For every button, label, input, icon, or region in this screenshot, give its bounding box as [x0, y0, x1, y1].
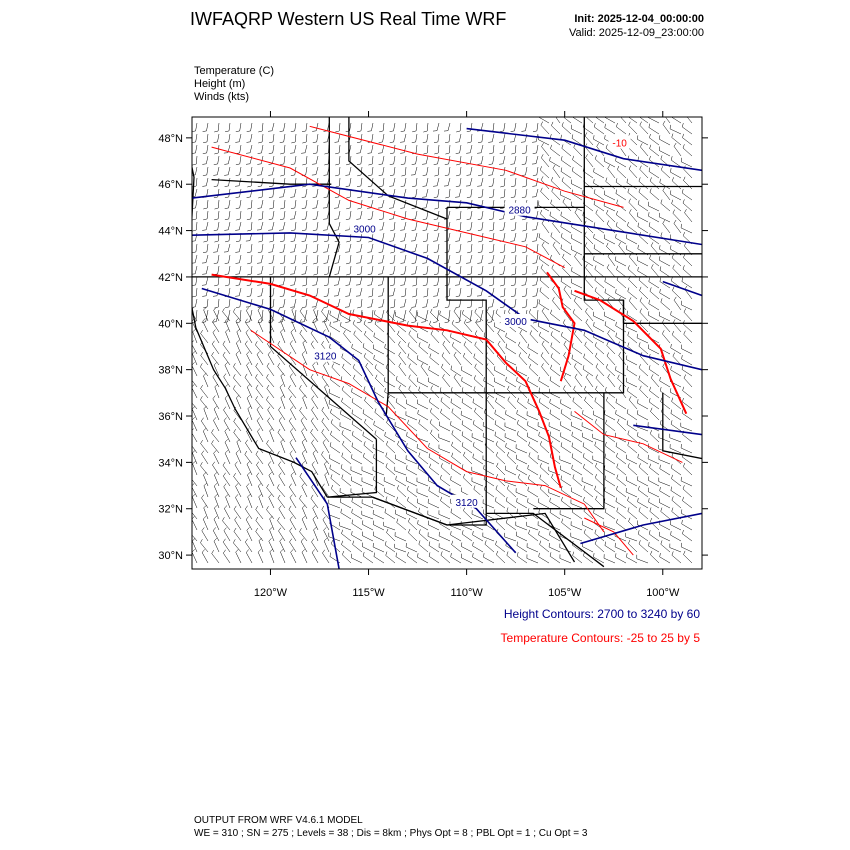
- lat-tick-label: 44°N: [158, 225, 183, 238]
- lat-tick-label: 46°N: [158, 179, 183, 192]
- boundary-line: [584, 207, 623, 323]
- lon-tick-label: 120°W: [253, 587, 288, 599]
- height-contours: [192, 129, 702, 569]
- height-contour-label: 2880: [508, 205, 531, 217]
- temperature-contour-label: -10: [612, 138, 627, 150]
- lon-tick-label: 115°W: [352, 587, 385, 599]
- lat-tick-label: 38°N: [158, 364, 183, 377]
- height-contour-line: [663, 282, 702, 296]
- boundary-line: [184, 129, 194, 289]
- height-contour-label: 3000: [504, 316, 527, 328]
- field-winds: Winds (kts): [194, 91, 249, 103]
- boundary-line: [447, 207, 486, 392]
- lon-tick-label: 105°W: [548, 587, 582, 599]
- lat-tick-label: 30°N: [158, 550, 183, 563]
- boundary-line: [386, 277, 388, 416]
- lat-tick-label: 32°N: [158, 503, 183, 516]
- wind-barb-field: [189, 110, 692, 563]
- lat-tick-label: 40°N: [158, 318, 183, 331]
- boundary-line: [447, 513, 575, 562]
- boundary-line: [533, 393, 604, 509]
- map-axes: [158, 111, 708, 599]
- lat-tick-label: 48°N: [158, 132, 183, 145]
- height-contour-line: [633, 425, 702, 434]
- plot-title: IWFAQRP Western US Real Time WRF: [190, 9, 507, 29]
- boundary-line: [349, 115, 447, 219]
- temperature-contours-legend: Temperature Contours: -25 to 25 by 5: [500, 631, 700, 645]
- lat-tick-label: 34°N: [158, 457, 183, 470]
- model-config: WE = 310 ; SN = 275 ; Levels = 38 ; Dis = 8km ; Phys Opt = 8 ; PBL Opt = 1 ; Cu Opt = 3: [194, 828, 588, 839]
- map-frame: [192, 117, 702, 569]
- init-time: Init: 2025-12-04_00:00:00: [574, 13, 704, 25]
- model-info: OUTPUT FROM WRF V4.6.1 MODEL: [194, 815, 363, 826]
- height-contour-label: 3120: [314, 351, 337, 363]
- lat-tick-label: 42°N: [158, 271, 183, 284]
- height-contour-line: [580, 513, 702, 543]
- lon-tick-label: 100°W: [646, 587, 680, 599]
- height-contours-legend: Height Contours: 2700 to 3240 by 60: [503, 607, 700, 621]
- field-temperature: Temperature (C): [194, 65, 275, 77]
- valid-time: Valid: 2025-12-09_23:00:00: [569, 27, 704, 39]
- boundary-line: [329, 115, 339, 277]
- temperature-contour-line: [310, 126, 624, 207]
- temperature-contour-line: [251, 330, 604, 532]
- lat-tick-label: 36°N: [158, 411, 183, 424]
- boundary-line: [327, 439, 376, 497]
- height-contour-label: 3000: [353, 224, 376, 236]
- temperature-contour-line: [575, 411, 683, 462]
- height-contour-label: 3120: [455, 497, 478, 509]
- wind-barbs: [189, 110, 692, 563]
- field-height: Height (m): [194, 78, 246, 90]
- lon-tick-label: 110°W: [450, 587, 483, 599]
- temperature-contours: [212, 126, 687, 555]
